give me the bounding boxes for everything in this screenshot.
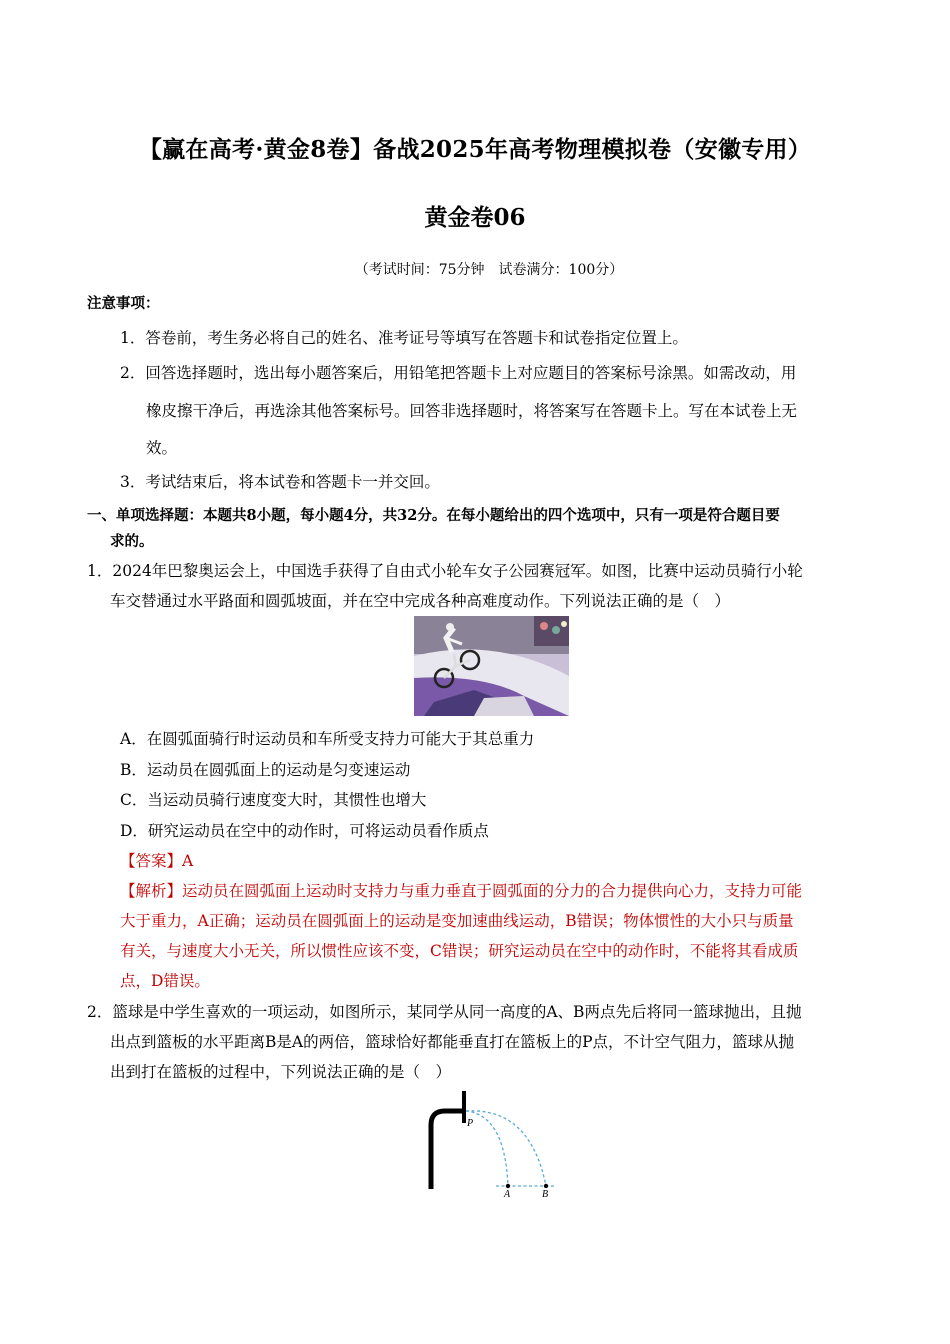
section-heading-line-1: 一、单项选择题：本题共8小题，每小题4分，共32分。在每小题给出的四个选项中，只有一项是符合题目要 [87, 507, 780, 524]
q1-analysis-tag: 【解析】 [120, 882, 183, 900]
q1-analysis-text-1: 运动员在圆弧面上运动时支持力与重力垂直于圆弧面的分力的合力提供向心力，支持力可能 [182, 882, 803, 900]
q1-answer: 【答案】A [120, 852, 194, 870]
notice-item-3: 3．考试结束后，将本试卷和答题卡一并交回。 [120, 473, 440, 491]
q1-stem-line-1: 1．2024年巴黎奥运会上，中国选手获得了自由式小轮车女子公园赛冠军。如图，比赛中运动员骑行小轮 [87, 562, 803, 580]
q1-analysis-line-2: 大于重力，A正确；运动员在圆弧面上的运动是变加速曲线运动，B错误；物体惯性的大小只与质量 [120, 912, 794, 930]
section-heading-line-2: 求的。 [110, 533, 154, 550]
label-p: P [467, 1118, 474, 1129]
notice-item-2-line-3: 效。 [146, 439, 178, 457]
point-b [544, 1184, 548, 1188]
q1-analysis-line-3: 有关，与速度大小无关，所以惯性应该不变，C错误；研究运动员在空中的动作时，不能将其看成质 [120, 942, 799, 960]
notice-item-2-line-2: 橡皮擦干净后，再选涂其他答案标号。回答非选择题时，将答案写在答题卡上。写在本试卷上无 [146, 402, 798, 420]
bmx-rider-photo [414, 616, 569, 716]
q2-stem-line-2: 出点到篮板的水平距离B是A的两倍，篮球恰好都能垂直打在篮板上的P点，不计空气阻力，篮球从抛 [110, 1033, 795, 1051]
q2-stem-line-1: 2．篮球是中学生喜欢的一项运动，如图所示，某同学从同一高度的A、B两点先后将同一篮球抛出，且抛 [87, 1003, 802, 1021]
exam-info: （考试时间：75分钟 试卷满分：100分） [354, 262, 624, 278]
bmx-photo-illustration [414, 616, 569, 716]
q1-option-d: D．研究运动员在空中的动作时，可将运动员看作质点 [120, 822, 489, 840]
notice-item-2-line-1: 2．回答选择题时，选出每小题答案后，用铅笔把答题卡上对应题目的答案标号涂黑。如需改动，用 [120, 364, 797, 382]
q1-stem-line-2: 车交替通过水平路面和圆弧坡面，并在空中完成各种高难度动作。下列说法正确的是（ ） [110, 592, 731, 610]
notice-item-1: 1．答卷前，考生务必将自己的姓名、准考证号等填写在答题卡和试卷指定位置上。 [120, 329, 688, 347]
exam-title: 【赢在高考·黄金8卷】备战2025年高考物理模拟卷（安徽专用） [138, 136, 812, 163]
hoop-support-pole [431, 1111, 462, 1189]
q1-analysis-line-4: 点，D错误。 [120, 972, 210, 990]
q2-stem-line-3: 出到打在篮板的过程中，下列说法正确的是（ ） [110, 1063, 452, 1081]
hoop-diagram-svg [420, 1085, 560, 1200]
q1-option-c: C．当运动员骑行速度变大时，其惯性也增大 [120, 791, 427, 809]
notice-heading: 注意事项： [87, 295, 160, 312]
label-a: A [504, 1189, 511, 1200]
label-b: B [542, 1189, 549, 1200]
q1-analysis-line-1 [120, 880, 802, 902]
point-a [506, 1184, 510, 1188]
basketball-hoop-diagram [420, 1085, 560, 1200]
q1-option-a: A．在圆弧面骑行时运动员和车所受支持力可能大于其总重力 [120, 730, 535, 748]
q1-option-b: B．运动员在圆弧面上的运动是匀变速运动 [120, 761, 411, 779]
trajectory-b [466, 1111, 546, 1186]
exam-subtitle: 黄金卷06 [424, 204, 526, 231]
